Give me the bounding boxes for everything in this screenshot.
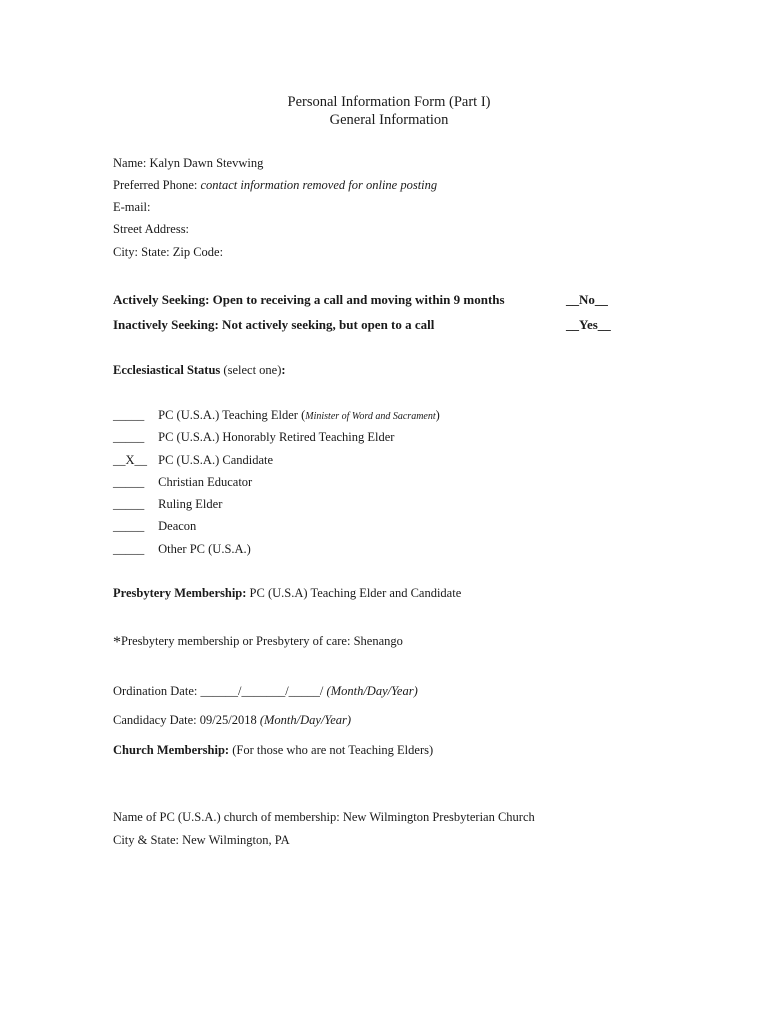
actively-seeking-label: Actively Seeking: Open to receiving a call and moving within 9 months: [113, 292, 505, 307]
status-option: [113, 497, 222, 512]
presbytery-membership-label: Presbytery Membership:: [113, 586, 247, 600]
status-option-label: PC (U.S.A.) Teaching Elder (: [158, 408, 306, 422]
status-mark: _____: [113, 430, 145, 444]
status-option: [113, 408, 440, 423]
presbytery-membership-value: PC (U.S.A) Teaching Elder and Candidate: [249, 586, 462, 600]
ordination-date-format: (Month/Day/Year): [326, 684, 418, 698]
actively-seeking-answer: __No__: [566, 292, 608, 307]
status-option-label: Other PC (U.S.A.): [158, 542, 251, 556]
church-membership: [113, 743, 433, 758]
status-mark: _____: [113, 542, 145, 556]
asterisk: *: [113, 634, 121, 651]
email-field: E-mail:: [113, 200, 151, 214]
inactively-seeking-answer: __Yes__: [566, 317, 611, 332]
ecclesiastical-colon: :: [281, 363, 286, 377]
ecclesiastical-status-hint: (select one): [223, 363, 282, 377]
church-membership-hint: (For those who are not Teaching Elders): [232, 743, 434, 757]
name-field: Name: Kalyn Dawn Stevwing: [113, 156, 264, 170]
presbytery-of-care-text: Presbytery membership or Presbytery of care: Shenango: [121, 634, 403, 648]
candidacy-date: [113, 713, 351, 728]
form-subtitle: General Information: [329, 112, 449, 128]
phone-value: contact information removed for online posting: [200, 178, 438, 192]
candidacy-date-label: Candidacy Date: 09/25/2018: [113, 713, 257, 727]
presbytery-of-care: [113, 634, 403, 652]
status-mark: _____: [113, 519, 145, 533]
status-option-label: Ruling Elder: [158, 497, 223, 511]
phone-field: [113, 178, 437, 193]
status-option: [113, 519, 196, 534]
ecclesiastical-status-label: Ecclesiastical Status: [113, 363, 221, 377]
street-address-field: Street Address:: [113, 222, 190, 236]
presbytery-membership: [113, 586, 461, 601]
status-option-label: Deacon: [158, 519, 197, 533]
status-option-close: ): [435, 408, 440, 422]
status-option: [113, 542, 251, 557]
city-state-zip-field: City: State: Zip Code:: [113, 245, 224, 259]
phone-label: Preferred Phone:: [113, 178, 198, 192]
status-option: [113, 475, 252, 490]
church-name: Name of PC (U.S.A.) church of membership: New Wilmington Presbyterian Church: [113, 810, 535, 824]
form-title: Personal Information Form (Part I): [287, 94, 491, 110]
status-option-label: PC (U.S.A.) Honorably Retired Teaching Elder: [158, 430, 395, 444]
status-option: [113, 453, 273, 468]
ecclesiastical-status-heading: [113, 363, 286, 378]
status-option-sub: Minister of Word and Sacrament: [305, 411, 436, 422]
status-option-label: Christian Educator: [158, 475, 253, 489]
status-mark: _____: [113, 408, 145, 422]
candidacy-date-format: (Month/Day/Year): [259, 713, 352, 727]
status-option: [113, 430, 394, 445]
status-option-label: PC (U.S.A.) Candidate: [158, 453, 274, 467]
inactively-seeking-label: Inactively Seeking: Not actively seeking, but open to a call: [113, 317, 435, 332]
status-mark: __X__: [113, 453, 148, 467]
status-mark: _____: [113, 497, 145, 511]
status-mark: _____: [113, 475, 145, 489]
ordination-date: [113, 684, 418, 699]
church-city-state: City & State: New Wilmington, PA: [113, 833, 290, 847]
ordination-date-label: Ordination Date: ______/_______/_____/: [113, 684, 324, 698]
church-membership-label: Church Membership:: [113, 743, 230, 757]
